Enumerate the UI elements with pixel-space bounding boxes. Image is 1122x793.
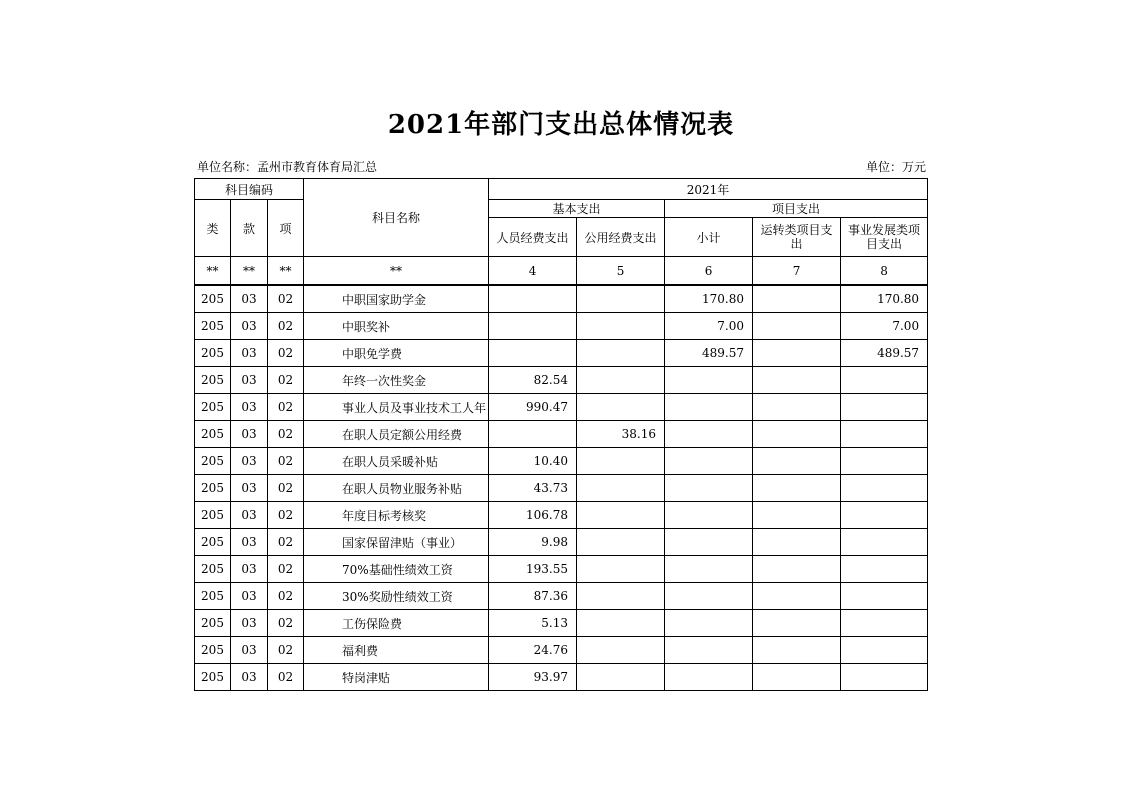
- development-project-cell: [841, 637, 928, 664]
- subject-name-cell: 福利费: [304, 637, 489, 664]
- code-cell: **: [304, 257, 489, 286]
- development-project-cell: [841, 610, 928, 637]
- xiang-cell: 02: [268, 448, 304, 475]
- kuan-cell: 03: [231, 394, 268, 421]
- expenditure-table: [194, 178, 928, 691]
- page-title: 2021年部门支出总体情况表: [387, 110, 735, 140]
- table-row: [195, 556, 928, 583]
- operation-project-cell: [753, 502, 841, 529]
- subject-name-header: 科目名称: [304, 179, 489, 257]
- table-row: [195, 340, 928, 367]
- subject-name-cell: 70%基础性绩效工资: [304, 556, 489, 583]
- xiang-cell: 02: [268, 610, 304, 637]
- development-project-cell: [841, 421, 928, 448]
- year-header: 2021年: [489, 179, 928, 200]
- subtotal-cell: [665, 583, 753, 610]
- table-row: [195, 637, 928, 664]
- subject-code-header: 科目编码: [195, 179, 304, 200]
- xiang-cell: 02: [268, 285, 304, 313]
- table-row: [195, 421, 928, 448]
- subtotal-cell: 170.80: [665, 285, 753, 313]
- table-row: [195, 475, 928, 502]
- xiang-cell: 02: [268, 340, 304, 367]
- personnel-expense-cell: 43.73: [489, 475, 577, 502]
- development-project-cell: [841, 502, 928, 529]
- development-project-cell: [841, 448, 928, 475]
- xiang-cell: 02: [268, 502, 304, 529]
- table-row: [195, 664, 928, 691]
- personnel-expense-cell: 82.54: [489, 367, 577, 394]
- subtotal-cell: [665, 502, 753, 529]
- lei-cell: 205: [195, 529, 231, 556]
- kuan-cell: 03: [231, 637, 268, 664]
- basic-expense-header: 基本支出: [489, 200, 665, 218]
- xiang-cell: 02: [268, 529, 304, 556]
- personnel-expense-cell: 193.55: [489, 556, 577, 583]
- personnel-expense-cell: [489, 421, 577, 448]
- table-row: [195, 394, 928, 421]
- subtotal-cell: [665, 448, 753, 475]
- personnel-expense-cell: 10.40: [489, 448, 577, 475]
- public-expense-header: 公用经费支出: [577, 218, 665, 257]
- xiang-cell: 02: [268, 583, 304, 610]
- personnel-expense-cell: 5.13: [489, 610, 577, 637]
- lei-cell: 205: [195, 556, 231, 583]
- subject-name-cell: 工伤保险费: [304, 610, 489, 637]
- kuan-cell: 03: [231, 556, 268, 583]
- table-row: [195, 448, 928, 475]
- lei-cell: 205: [195, 637, 231, 664]
- code-cell: 7: [753, 257, 841, 286]
- personnel-expense-cell: 990.47: [489, 394, 577, 421]
- xiang-cell: 02: [268, 421, 304, 448]
- public-expense-cell: [577, 448, 665, 475]
- development-project-cell: [841, 664, 928, 691]
- xiang-cell: 02: [268, 475, 304, 502]
- personnel-expense-cell: 93.97: [489, 664, 577, 691]
- operation-project-header: 运转类项目支出: [753, 218, 841, 257]
- kuan-cell: 03: [231, 448, 268, 475]
- code-row: [195, 257, 928, 286]
- subtotal-cell: [665, 421, 753, 448]
- personnel-expense-cell: [489, 285, 577, 313]
- development-project-cell: 170.80: [841, 285, 928, 313]
- subject-name-cell: 在职人员定额公用经费: [304, 421, 489, 448]
- subtotal-cell: 7.00: [665, 313, 753, 340]
- subtotal-cell: [665, 610, 753, 637]
- personnel-expense-cell: [489, 313, 577, 340]
- public-expense-cell: [577, 313, 665, 340]
- personnel-expense-cell: 87.36: [489, 583, 577, 610]
- xiang-cell: 02: [268, 664, 304, 691]
- kuan-cell: 03: [231, 367, 268, 394]
- subject-name-cell: 中职奖补: [304, 313, 489, 340]
- public-expense-cell: 38.16: [577, 421, 665, 448]
- public-expense-cell: [577, 285, 665, 313]
- personnel-expense-cell: 106.78: [489, 502, 577, 529]
- table-row: [195, 502, 928, 529]
- lei-cell: 205: [195, 583, 231, 610]
- table-row: [195, 367, 928, 394]
- subject-name-cell: 中职免学费: [304, 340, 489, 367]
- subtotal-cell: [665, 529, 753, 556]
- code-cell: 4: [489, 257, 577, 286]
- lei-cell: 205: [195, 285, 231, 313]
- xiang-cell: 02: [268, 556, 304, 583]
- xiang-cell: 02: [268, 394, 304, 421]
- public-expense-cell: [577, 556, 665, 583]
- code-cell: **: [195, 257, 231, 286]
- xiang-header: 项: [268, 200, 304, 257]
- subject-name-cell: 在职人员物业服务补贴: [304, 475, 489, 502]
- lei-cell: 205: [195, 448, 231, 475]
- subtotal-cell: 489.57: [665, 340, 753, 367]
- operation-project-cell: [753, 313, 841, 340]
- personnel-expense-header: 人员经费支出: [489, 218, 577, 257]
- subtotal-cell: [665, 394, 753, 421]
- public-expense-cell: [577, 475, 665, 502]
- subject-name-cell: 特岗津贴: [304, 664, 489, 691]
- header-row-1: [195, 179, 928, 200]
- kuan-cell: 03: [231, 285, 268, 313]
- subtotal-cell: [665, 556, 753, 583]
- xiang-cell: 02: [268, 367, 304, 394]
- kuan-cell: 03: [231, 610, 268, 637]
- currency-unit-label: 单位：万元: [865, 160, 926, 174]
- operation-project-cell: [753, 285, 841, 313]
- development-project-cell: 489.57: [841, 340, 928, 367]
- operation-project-cell: [753, 475, 841, 502]
- operation-project-cell: [753, 637, 841, 664]
- development-project-cell: [841, 475, 928, 502]
- development-project-cell: [841, 529, 928, 556]
- kuan-cell: 03: [231, 475, 268, 502]
- xiang-cell: 02: [268, 637, 304, 664]
- table-row: [195, 285, 928, 313]
- subject-name-cell: 年度目标考核奖: [304, 502, 489, 529]
- operation-project-cell: [753, 394, 841, 421]
- subject-name-cell: 30%奖励性绩效工资: [304, 583, 489, 610]
- table-row: [195, 610, 928, 637]
- lei-cell: 205: [195, 502, 231, 529]
- operation-project-cell: [753, 529, 841, 556]
- kuan-cell: 03: [231, 529, 268, 556]
- personnel-expense-cell: 9.98: [489, 529, 577, 556]
- subject-name-cell: 中职国家助学金: [304, 285, 489, 313]
- development-project-cell: [841, 583, 928, 610]
- operation-project-cell: [753, 664, 841, 691]
- kuan-cell: 03: [231, 340, 268, 367]
- public-expense-cell: [577, 610, 665, 637]
- code-cell: 6: [665, 257, 753, 286]
- operation-project-cell: [753, 448, 841, 475]
- table-row: [195, 313, 928, 340]
- lei-cell: 205: [195, 394, 231, 421]
- subtotal-cell: [665, 664, 753, 691]
- lei-cell: 205: [195, 421, 231, 448]
- development-project-cell: [841, 556, 928, 583]
- subtotal-header: 小计: [665, 218, 753, 257]
- operation-project-cell: [753, 367, 841, 394]
- lei-cell: 205: [195, 610, 231, 637]
- public-expense-cell: [577, 664, 665, 691]
- code-cell: **: [231, 257, 268, 286]
- operation-project-cell: [753, 583, 841, 610]
- lei-cell: 205: [195, 313, 231, 340]
- kuan-cell: 03: [231, 421, 268, 448]
- table-row: [195, 583, 928, 610]
- lei-cell: 205: [195, 664, 231, 691]
- subject-name-cell: 国家保留津贴（事业）: [304, 529, 489, 556]
- public-expense-cell: [577, 394, 665, 421]
- code-cell: 8: [841, 257, 928, 286]
- public-expense-cell: [577, 340, 665, 367]
- project-expense-header: 项目支出: [665, 200, 928, 218]
- code-cell: **: [268, 257, 304, 286]
- development-project-cell: 7.00: [841, 313, 928, 340]
- operation-project-cell: [753, 421, 841, 448]
- kuan-cell: 03: [231, 583, 268, 610]
- subtotal-cell: [665, 637, 753, 664]
- lei-cell: 205: [195, 475, 231, 502]
- xiang-cell: 02: [268, 313, 304, 340]
- lei-cell: 205: [195, 367, 231, 394]
- operation-project-cell: [753, 556, 841, 583]
- kuan-cell: 03: [231, 502, 268, 529]
- subtotal-cell: [665, 475, 753, 502]
- kuan-cell: 03: [231, 313, 268, 340]
- operation-project-cell: [753, 610, 841, 637]
- development-project-cell: [841, 394, 928, 421]
- development-project-header: 事业发展类项目支出: [841, 218, 928, 257]
- personnel-expense-cell: 24.76: [489, 637, 577, 664]
- subject-name-cell: 在职人员采暖补贴: [304, 448, 489, 475]
- unit-name-label: 单位名称：孟州市教育体育局汇总: [197, 160, 378, 174]
- public-expense-cell: [577, 529, 665, 556]
- lei-header: 类: [195, 200, 231, 257]
- operation-project-cell: [753, 340, 841, 367]
- kuan-cell: 03: [231, 664, 268, 691]
- development-project-cell: [841, 367, 928, 394]
- subject-name-cell: 年终一次性奖金: [304, 367, 489, 394]
- public-expense-cell: [577, 583, 665, 610]
- kuan-header: 款: [231, 200, 268, 257]
- subject-name-cell: 事业人员及事业技术工人年: [304, 394, 489, 421]
- lei-cell: 205: [195, 340, 231, 367]
- personnel-expense-cell: [489, 340, 577, 367]
- subtotal-cell: [665, 367, 753, 394]
- code-cell: 5: [577, 257, 665, 286]
- public-expense-cell: [577, 502, 665, 529]
- public-expense-cell: [577, 367, 665, 394]
- table-row: [195, 529, 928, 556]
- public-expense-cell: [577, 637, 665, 664]
